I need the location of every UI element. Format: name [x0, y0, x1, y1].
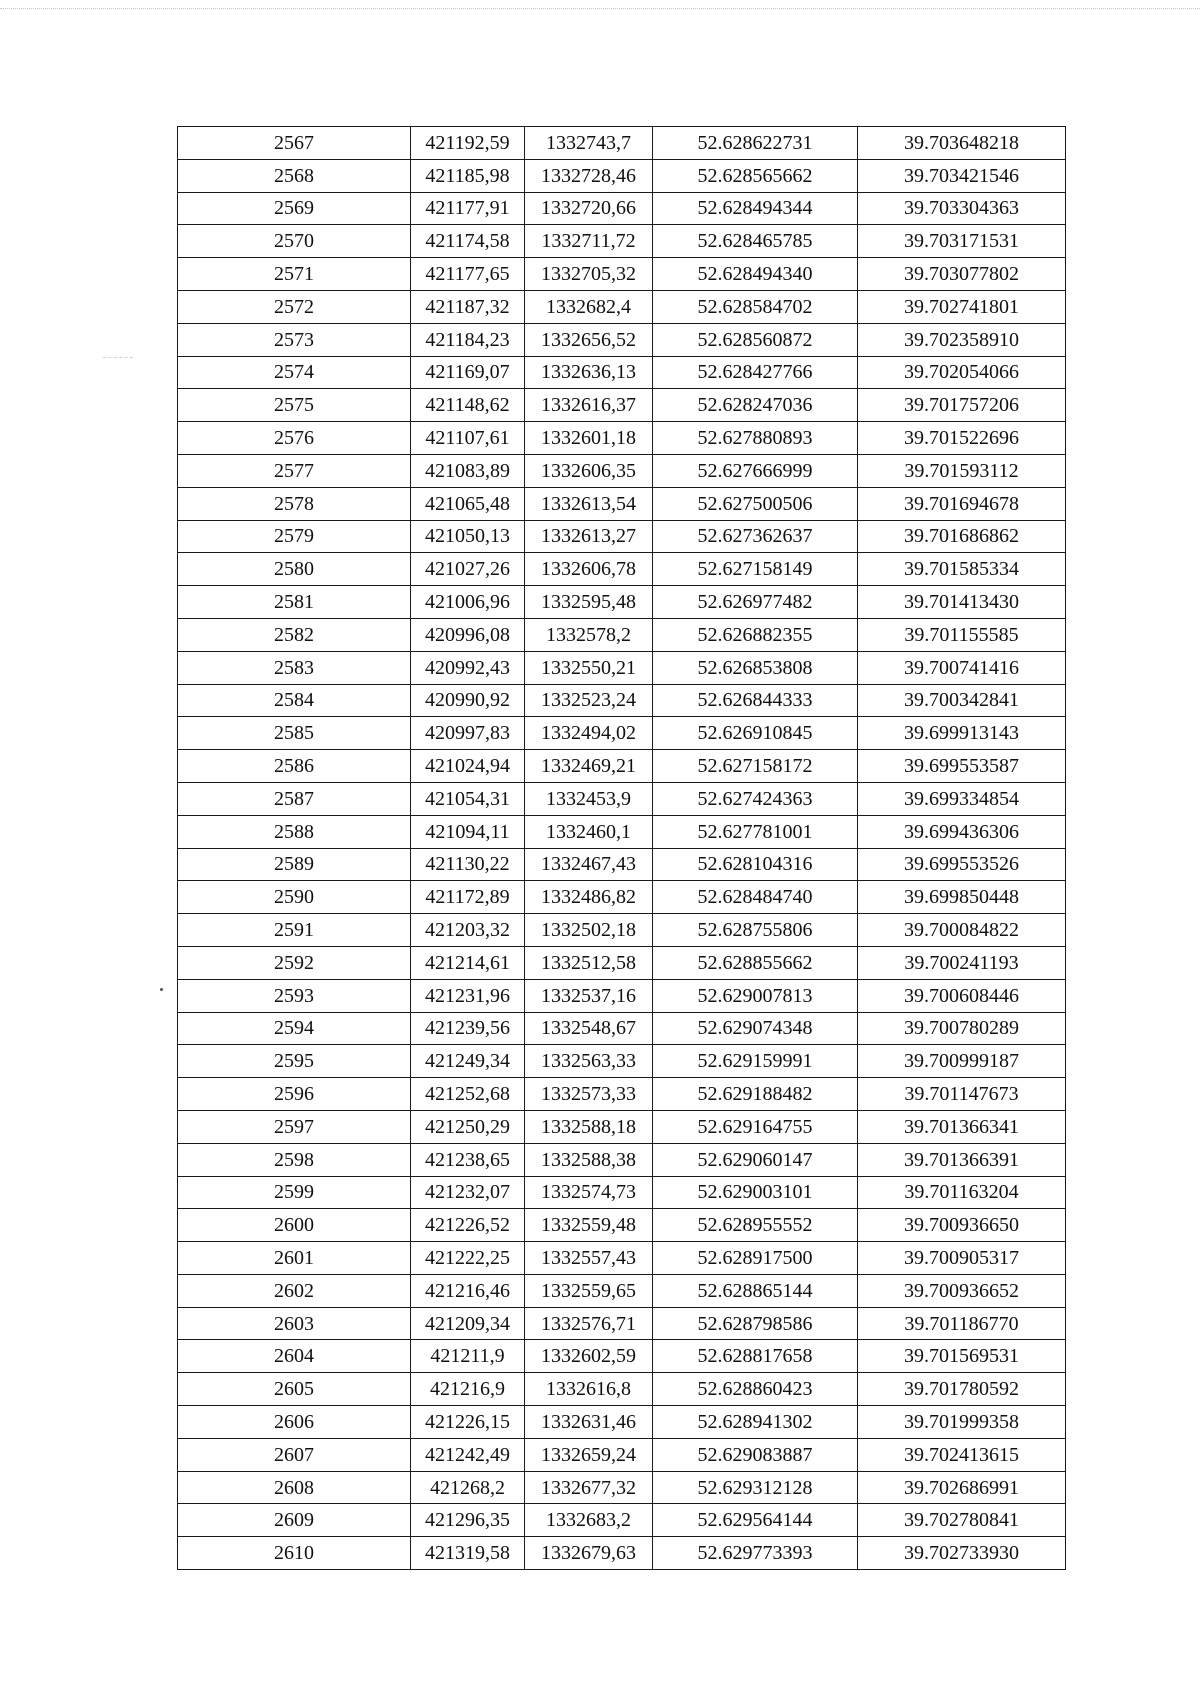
y-coordinate-cell: 1332705,32 — [525, 258, 653, 291]
latitude-cell: 52.629074348 — [653, 1012, 858, 1045]
y-coordinate-cell: 1332559,65 — [525, 1274, 653, 1307]
point-number-cell: 2598 — [178, 1143, 411, 1176]
y-coordinate-cell: 1332606,78 — [525, 553, 653, 586]
table-row — [178, 1110, 1066, 1143]
longitude-cell: 39.700741416 — [858, 651, 1066, 684]
longitude-cell: 39.701186770 — [858, 1307, 1066, 1340]
y-coordinate-cell: 1332656,52 — [525, 323, 653, 356]
x-coordinate-cell: 421185,98 — [411, 159, 525, 192]
y-coordinate-cell: 1332613,27 — [525, 520, 653, 553]
table-row — [178, 946, 1066, 979]
scan-artifact-speck — [160, 988, 163, 991]
x-coordinate-cell: 421222,25 — [411, 1242, 525, 1275]
table-row — [178, 782, 1066, 815]
x-coordinate-cell: 421083,89 — [411, 454, 525, 487]
y-coordinate-cell: 1332467,43 — [525, 848, 653, 881]
y-coordinate-cell: 1332573,33 — [525, 1078, 653, 1111]
table-row — [178, 848, 1066, 881]
longitude-cell: 39.701147673 — [858, 1078, 1066, 1111]
longitude-cell: 39.701593112 — [858, 454, 1066, 487]
latitude-cell: 52.627158172 — [653, 750, 858, 783]
table-row — [178, 422, 1066, 455]
x-coordinate-cell: 421226,52 — [411, 1209, 525, 1242]
latitude-cell: 52.628465785 — [653, 225, 858, 258]
x-coordinate-cell: 421130,22 — [411, 848, 525, 881]
longitude-cell: 39.701522696 — [858, 422, 1066, 455]
x-coordinate-cell: 421216,46 — [411, 1274, 525, 1307]
table-row — [178, 487, 1066, 520]
x-coordinate-cell: 421107,61 — [411, 422, 525, 455]
y-coordinate-cell: 1332563,33 — [525, 1045, 653, 1078]
x-coordinate-cell: 420996,08 — [411, 618, 525, 651]
table-row — [178, 127, 1066, 160]
latitude-cell: 52.627666999 — [653, 454, 858, 487]
coordinates-table-body — [178, 127, 1066, 1570]
latitude-cell: 52.628941302 — [653, 1406, 858, 1439]
longitude-cell: 39.700780289 — [858, 1012, 1066, 1045]
latitude-cell: 52.629312128 — [653, 1471, 858, 1504]
y-coordinate-cell: 1332574,73 — [525, 1176, 653, 1209]
longitude-cell: 39.701757206 — [858, 389, 1066, 422]
x-coordinate-cell: 421148,62 — [411, 389, 525, 422]
latitude-cell: 52.626844333 — [653, 684, 858, 717]
latitude-cell: 52.629564144 — [653, 1504, 858, 1537]
latitude-cell: 52.628860423 — [653, 1373, 858, 1406]
longitude-cell: 39.702358910 — [858, 323, 1066, 356]
table-row — [178, 192, 1066, 225]
table-row — [178, 979, 1066, 1012]
longitude-cell: 39.702741801 — [858, 290, 1066, 323]
longitude-cell: 39.703304363 — [858, 192, 1066, 225]
table-row — [178, 323, 1066, 356]
y-coordinate-cell: 1332683,2 — [525, 1504, 653, 1537]
longitude-cell: 39.699334854 — [858, 782, 1066, 815]
x-coordinate-cell: 421192,59 — [411, 127, 525, 160]
y-coordinate-cell: 1332576,71 — [525, 1307, 653, 1340]
x-coordinate-cell: 421268,2 — [411, 1471, 525, 1504]
table-row — [178, 225, 1066, 258]
latitude-cell: 52.629773393 — [653, 1537, 858, 1570]
longitude-cell: 39.700241193 — [858, 946, 1066, 979]
latitude-cell: 52.626882355 — [653, 618, 858, 651]
table-row — [178, 914, 1066, 947]
y-coordinate-cell: 1332682,4 — [525, 290, 653, 323]
point-number-cell: 2568 — [178, 159, 411, 192]
latitude-cell: 52.627158149 — [653, 553, 858, 586]
point-number-cell: 2577 — [178, 454, 411, 487]
y-coordinate-cell: 1332502,18 — [525, 914, 653, 947]
table-row — [178, 520, 1066, 553]
point-number-cell: 2600 — [178, 1209, 411, 1242]
table-row — [178, 356, 1066, 389]
y-coordinate-cell: 1332578,2 — [525, 618, 653, 651]
x-coordinate-cell: 421172,89 — [411, 881, 525, 914]
table-row — [178, 815, 1066, 848]
y-coordinate-cell: 1332616,37 — [525, 389, 653, 422]
x-coordinate-cell: 421024,94 — [411, 750, 525, 783]
longitude-cell: 39.703421546 — [858, 159, 1066, 192]
latitude-cell: 52.629083887 — [653, 1438, 858, 1471]
y-coordinate-cell: 1332679,63 — [525, 1537, 653, 1570]
latitude-cell: 52.628917500 — [653, 1242, 858, 1275]
longitude-cell: 39.701780592 — [858, 1373, 1066, 1406]
point-number-cell: 2607 — [178, 1438, 411, 1471]
y-coordinate-cell: 1332537,16 — [525, 979, 653, 1012]
table-row — [178, 1045, 1066, 1078]
table-row — [178, 1078, 1066, 1111]
x-coordinate-cell: 420992,43 — [411, 651, 525, 684]
latitude-cell: 52.628755806 — [653, 914, 858, 947]
y-coordinate-cell: 1332494,02 — [525, 717, 653, 750]
y-coordinate-cell: 1332720,66 — [525, 192, 653, 225]
longitude-cell: 39.701163204 — [858, 1176, 1066, 1209]
table-row — [178, 881, 1066, 914]
point-number-cell: 2590 — [178, 881, 411, 914]
x-coordinate-cell: 421187,32 — [411, 290, 525, 323]
latitude-cell: 52.629164755 — [653, 1110, 858, 1143]
x-coordinate-cell: 420990,92 — [411, 684, 525, 717]
x-coordinate-cell: 421231,96 — [411, 979, 525, 1012]
x-coordinate-cell: 421054,31 — [411, 782, 525, 815]
point-number-cell: 2588 — [178, 815, 411, 848]
x-coordinate-cell: 421239,56 — [411, 1012, 525, 1045]
x-coordinate-cell: 421177,91 — [411, 192, 525, 225]
point-number-cell: 2591 — [178, 914, 411, 947]
point-number-cell: 2586 — [178, 750, 411, 783]
y-coordinate-cell: 1332559,48 — [525, 1209, 653, 1242]
point-number-cell: 2594 — [178, 1012, 411, 1045]
table-row — [178, 1373, 1066, 1406]
table-row — [178, 684, 1066, 717]
y-coordinate-cell: 1332550,21 — [525, 651, 653, 684]
table-row — [178, 1274, 1066, 1307]
table-row — [178, 750, 1066, 783]
latitude-cell: 52.628584702 — [653, 290, 858, 323]
y-coordinate-cell: 1332602,59 — [525, 1340, 653, 1373]
latitude-cell: 52.628247036 — [653, 389, 858, 422]
point-number-cell: 2608 — [178, 1471, 411, 1504]
table-row — [178, 159, 1066, 192]
latitude-cell: 52.628798586 — [653, 1307, 858, 1340]
longitude-cell: 39.701686862 — [858, 520, 1066, 553]
y-coordinate-cell: 1332486,82 — [525, 881, 653, 914]
longitude-cell: 39.699553587 — [858, 750, 1066, 783]
latitude-cell: 52.628427766 — [653, 356, 858, 389]
latitude-cell: 52.626853808 — [653, 651, 858, 684]
point-number-cell: 2569 — [178, 192, 411, 225]
x-coordinate-cell: 421249,34 — [411, 1045, 525, 1078]
latitude-cell: 52.629060147 — [653, 1143, 858, 1176]
table-row — [178, 1307, 1066, 1340]
latitude-cell: 52.626910845 — [653, 717, 858, 750]
table-row — [178, 651, 1066, 684]
longitude-cell: 39.701585334 — [858, 553, 1066, 586]
point-number-cell: 2595 — [178, 1045, 411, 1078]
latitude-cell: 52.629003101 — [653, 1176, 858, 1209]
point-number-cell: 2603 — [178, 1307, 411, 1340]
latitude-cell: 52.628855662 — [653, 946, 858, 979]
x-coordinate-cell: 421094,11 — [411, 815, 525, 848]
x-coordinate-cell: 421296,35 — [411, 1504, 525, 1537]
longitude-cell: 39.700905317 — [858, 1242, 1066, 1275]
table-row — [178, 1406, 1066, 1439]
longitude-cell: 39.703077802 — [858, 258, 1066, 291]
point-number-cell: 2584 — [178, 684, 411, 717]
latitude-cell: 52.628494344 — [653, 192, 858, 225]
table-row — [178, 1438, 1066, 1471]
x-coordinate-cell: 421169,07 — [411, 356, 525, 389]
point-number-cell: 2578 — [178, 487, 411, 520]
y-coordinate-cell: 1332588,38 — [525, 1143, 653, 1176]
longitude-cell: 39.700936652 — [858, 1274, 1066, 1307]
x-coordinate-cell: 421050,13 — [411, 520, 525, 553]
latitude-cell: 52.627362637 — [653, 520, 858, 553]
x-coordinate-cell: 420997,83 — [411, 717, 525, 750]
point-number-cell: 2585 — [178, 717, 411, 750]
table-row — [178, 1537, 1066, 1570]
point-number-cell: 2605 — [178, 1373, 411, 1406]
y-coordinate-cell: 1332460,1 — [525, 815, 653, 848]
latitude-cell: 52.628622731 — [653, 127, 858, 160]
y-coordinate-cell: 1332743,7 — [525, 127, 653, 160]
x-coordinate-cell: 421211,9 — [411, 1340, 525, 1373]
table-row — [178, 717, 1066, 750]
point-number-cell: 2609 — [178, 1504, 411, 1537]
point-number-cell: 2587 — [178, 782, 411, 815]
y-coordinate-cell: 1332557,43 — [525, 1242, 653, 1275]
longitude-cell: 39.701694678 — [858, 487, 1066, 520]
point-number-cell: 2567 — [178, 127, 411, 160]
point-number-cell: 2604 — [178, 1340, 411, 1373]
y-coordinate-cell: 1332677,32 — [525, 1471, 653, 1504]
point-number-cell: 2589 — [178, 848, 411, 881]
point-number-cell: 2576 — [178, 422, 411, 455]
x-coordinate-cell: 421226,15 — [411, 1406, 525, 1439]
table-row — [178, 258, 1066, 291]
latitude-cell: 52.626977482 — [653, 586, 858, 619]
y-coordinate-cell: 1332548,67 — [525, 1012, 653, 1045]
latitude-cell: 52.628565662 — [653, 159, 858, 192]
x-coordinate-cell: 421242,49 — [411, 1438, 525, 1471]
point-number-cell: 2606 — [178, 1406, 411, 1439]
point-number-cell: 2599 — [178, 1176, 411, 1209]
x-coordinate-cell: 421216,9 — [411, 1373, 525, 1406]
x-coordinate-cell: 421250,29 — [411, 1110, 525, 1143]
y-coordinate-cell: 1332636,13 — [525, 356, 653, 389]
longitude-cell: 39.701366391 — [858, 1143, 1066, 1176]
y-coordinate-cell: 1332523,24 — [525, 684, 653, 717]
point-number-cell: 2601 — [178, 1242, 411, 1275]
latitude-cell: 52.629007813 — [653, 979, 858, 1012]
x-coordinate-cell: 421238,65 — [411, 1143, 525, 1176]
y-coordinate-cell: 1332453,9 — [525, 782, 653, 815]
longitude-cell: 39.701569531 — [858, 1340, 1066, 1373]
point-number-cell: 2596 — [178, 1078, 411, 1111]
point-number-cell: 2597 — [178, 1110, 411, 1143]
y-coordinate-cell: 1332631,46 — [525, 1406, 653, 1439]
point-number-cell: 2581 — [178, 586, 411, 619]
point-number-cell: 2582 — [178, 618, 411, 651]
longitude-cell: 39.700999187 — [858, 1045, 1066, 1078]
x-coordinate-cell: 421006,96 — [411, 586, 525, 619]
longitude-cell: 39.703648218 — [858, 127, 1066, 160]
scan-artifact-dash — [103, 357, 133, 358]
x-coordinate-cell: 421177,65 — [411, 258, 525, 291]
y-coordinate-cell: 1332606,35 — [525, 454, 653, 487]
x-coordinate-cell: 421174,58 — [411, 225, 525, 258]
longitude-cell: 39.703171531 — [858, 225, 1066, 258]
longitude-cell: 39.702780841 — [858, 1504, 1066, 1537]
table-row — [178, 1340, 1066, 1373]
y-coordinate-cell: 1332588,18 — [525, 1110, 653, 1143]
point-number-cell: 2571 — [178, 258, 411, 291]
x-coordinate-cell: 421232,07 — [411, 1176, 525, 1209]
x-coordinate-cell: 421319,58 — [411, 1537, 525, 1570]
latitude-cell: 52.628865144 — [653, 1274, 858, 1307]
y-coordinate-cell: 1332711,72 — [525, 225, 653, 258]
y-coordinate-cell: 1332601,18 — [525, 422, 653, 455]
table-row — [178, 1504, 1066, 1537]
point-number-cell: 2583 — [178, 651, 411, 684]
y-coordinate-cell: 1332469,21 — [525, 750, 653, 783]
table-row — [178, 553, 1066, 586]
longitude-cell: 39.699850448 — [858, 881, 1066, 914]
point-number-cell: 2572 — [178, 290, 411, 323]
longitude-cell: 39.702733930 — [858, 1537, 1066, 1570]
point-number-cell: 2593 — [178, 979, 411, 1012]
latitude-cell: 52.628560872 — [653, 323, 858, 356]
point-number-cell: 2573 — [178, 323, 411, 356]
longitude-cell: 39.701366341 — [858, 1110, 1066, 1143]
latitude-cell: 52.627781001 — [653, 815, 858, 848]
longitude-cell: 39.701999358 — [858, 1406, 1066, 1439]
latitude-cell: 52.629159991 — [653, 1045, 858, 1078]
latitude-cell: 52.627500506 — [653, 487, 858, 520]
point-number-cell: 2579 — [178, 520, 411, 553]
point-number-cell: 2580 — [178, 553, 411, 586]
point-number-cell: 2602 — [178, 1274, 411, 1307]
x-coordinate-cell: 421209,34 — [411, 1307, 525, 1340]
table-row — [178, 1012, 1066, 1045]
y-coordinate-cell: 1332512,58 — [525, 946, 653, 979]
longitude-cell: 39.699436306 — [858, 815, 1066, 848]
table-row — [178, 389, 1066, 422]
latitude-cell: 52.628955552 — [653, 1209, 858, 1242]
table-row — [178, 1471, 1066, 1504]
latitude-cell: 52.629188482 — [653, 1078, 858, 1111]
point-number-cell: 2592 — [178, 946, 411, 979]
longitude-cell: 39.699553526 — [858, 848, 1066, 881]
y-coordinate-cell: 1332616,8 — [525, 1373, 653, 1406]
longitude-cell: 39.700342841 — [858, 684, 1066, 717]
longitude-cell: 39.701413430 — [858, 586, 1066, 619]
point-number-cell: 2610 — [178, 1537, 411, 1570]
y-coordinate-cell: 1332595,48 — [525, 586, 653, 619]
longitude-cell: 39.700084822 — [858, 914, 1066, 947]
longitude-cell: 39.702686991 — [858, 1471, 1066, 1504]
longitude-cell: 39.700608446 — [858, 979, 1066, 1012]
y-coordinate-cell: 1332728,46 — [525, 159, 653, 192]
longitude-cell: 39.700936650 — [858, 1209, 1066, 1242]
longitude-cell: 39.701155585 — [858, 618, 1066, 651]
table-row — [178, 1242, 1066, 1275]
y-coordinate-cell: 1332659,24 — [525, 1438, 653, 1471]
longitude-cell: 39.702413615 — [858, 1438, 1066, 1471]
latitude-cell: 52.628484740 — [653, 881, 858, 914]
point-number-cell: 2574 — [178, 356, 411, 389]
latitude-cell: 52.627880893 — [653, 422, 858, 455]
table-row — [178, 454, 1066, 487]
longitude-cell: 39.699913143 — [858, 717, 1066, 750]
table-row — [178, 1176, 1066, 1209]
table-row — [178, 586, 1066, 619]
x-coordinate-cell: 421214,61 — [411, 946, 525, 979]
table-row — [178, 1209, 1066, 1242]
x-coordinate-cell: 421252,68 — [411, 1078, 525, 1111]
table-row — [178, 618, 1066, 651]
longitude-cell: 39.702054066 — [858, 356, 1066, 389]
latitude-cell: 52.628494340 — [653, 258, 858, 291]
x-coordinate-cell: 421027,26 — [411, 553, 525, 586]
x-coordinate-cell: 421184,23 — [411, 323, 525, 356]
table-row — [178, 290, 1066, 323]
point-number-cell: 2575 — [178, 389, 411, 422]
point-number-cell: 2570 — [178, 225, 411, 258]
latitude-cell: 52.627424363 — [653, 782, 858, 815]
coordinates-table — [177, 126, 1066, 1570]
latitude-cell: 52.628817658 — [653, 1340, 858, 1373]
table-row — [178, 1143, 1066, 1176]
x-coordinate-cell: 421065,48 — [411, 487, 525, 520]
x-coordinate-cell: 421203,32 — [411, 914, 525, 947]
scan-top-edge — [0, 8, 1200, 9]
latitude-cell: 52.628104316 — [653, 848, 858, 881]
y-coordinate-cell: 1332613,54 — [525, 487, 653, 520]
